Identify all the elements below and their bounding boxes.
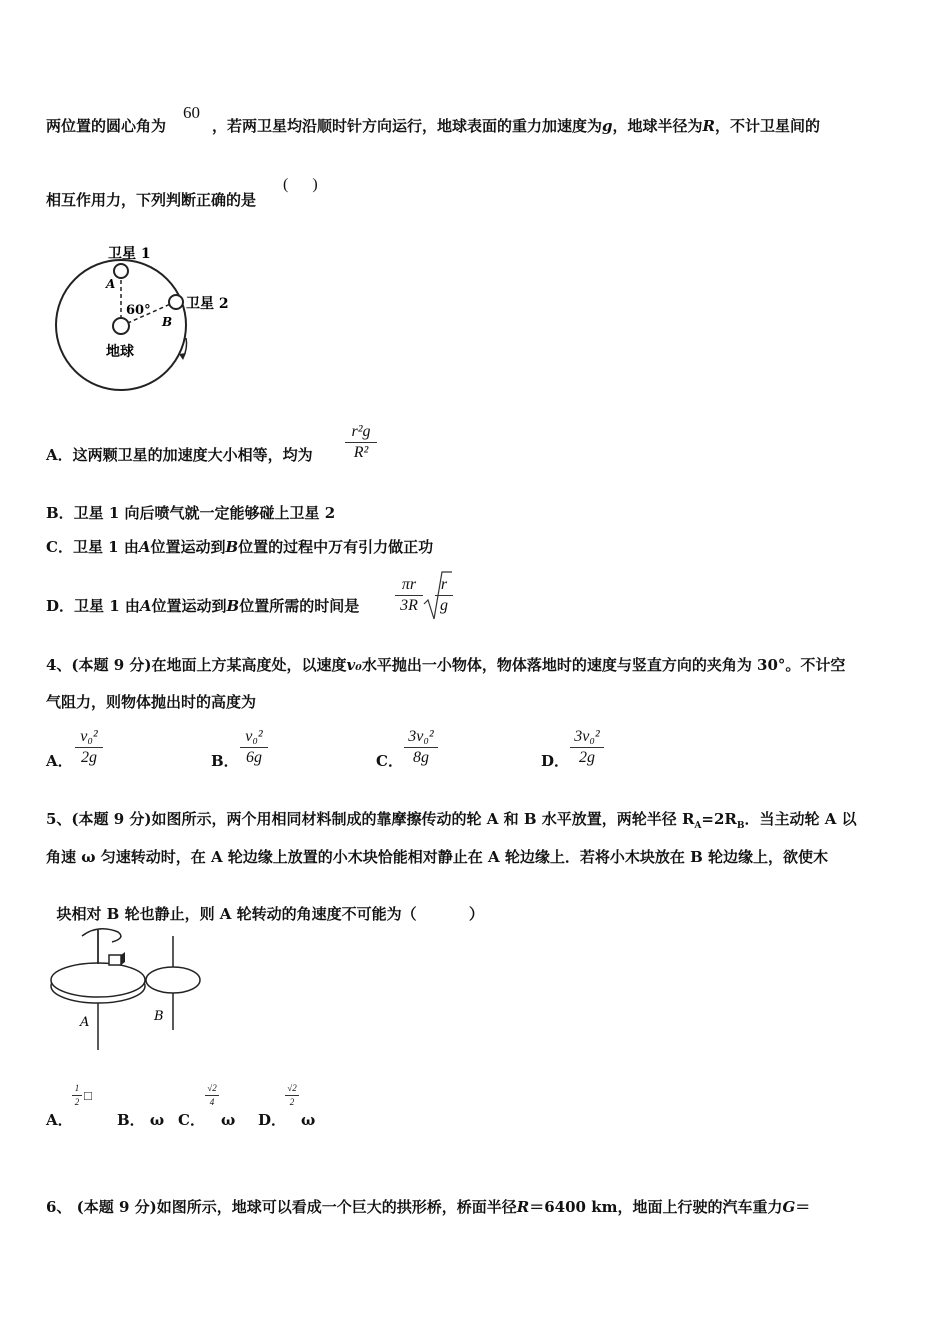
q3-option-a-den: R²	[353, 444, 369, 461]
q4-option-c-fraction	[404, 728, 438, 767]
wood-block	[109, 955, 121, 965]
q3-g: g	[602, 117, 613, 135]
fig-sat2-label: 卫星 2	[186, 296, 229, 312]
q3-option-d	[46, 596, 359, 616]
q5-option-d-fraction	[285, 1083, 299, 1108]
q4-option-b-fraction	[240, 728, 268, 767]
q3-stem-part4: ，不计卫星间的	[715, 117, 821, 135]
q5-line2	[46, 847, 828, 867]
fig-sat1-label: 卫星 1	[108, 246, 151, 262]
fraction-bar	[404, 747, 438, 748]
fraction-bar	[72, 1095, 82, 1096]
q3-stem-part2: ，若两卫星均沿顺时针方向运行，地球表面的重力加速度为	[212, 117, 603, 135]
q3-angle-value: 60	[183, 103, 200, 122]
rotation-arrow-icon	[82, 929, 121, 942]
q3-option-a-fraction	[345, 423, 377, 462]
wheel-b	[146, 967, 200, 993]
fig-b-label: B	[162, 315, 173, 329]
q3-option-a	[46, 445, 313, 465]
fraction-bar	[435, 595, 453, 596]
direction-arrowhead-icon	[179, 353, 186, 360]
q4-option-c-den: 8g	[413, 749, 429, 766]
q3-option-d-rad-den: g	[440, 597, 448, 614]
q5-option-d-den: 2	[289, 1097, 295, 1107]
q4-option-c-num: 3v₀²	[408, 728, 434, 745]
satellite-2-circle	[169, 295, 183, 309]
q4-option-a-num: v₀²	[80, 728, 98, 745]
q5-sub-a: A	[694, 821, 702, 831]
q3-option-d-radicand	[435, 576, 453, 615]
q6-post: ＝	[795, 1198, 811, 1216]
q3-option-c	[46, 537, 433, 557]
q5-line3-text: 块相对 B 轮也静止，则 A 轮转动的角速度不可能为（ ）	[56, 905, 484, 923]
q5-line1	[46, 809, 857, 836]
q5-option-d-num: √2	[287, 1083, 297, 1093]
q5-line2-text: 角速 ω 匀速转动时，在 A 轮边缘上放置的小木块恰能相对静止在 A 轮边缘上．若将小木块放在 B 轮边缘上，欲使木	[46, 848, 829, 866]
fraction-bar	[205, 1095, 219, 1096]
q5-line1-post: ．当主动轮 A 以	[744, 810, 857, 828]
q3-option-a-num: r²g	[351, 423, 371, 440]
q3-option-d-fraction	[395, 576, 423, 615]
q3-option-c-pre: C．卫星 1 由	[46, 538, 139, 556]
q3-option-d-post: 位置所需的时间是	[239, 597, 360, 615]
q3-option-c-B: B	[225, 538, 239, 556]
fraction-bar	[240, 747, 268, 748]
q3-option-c-post: 位置的过程中万有引力做正功	[238, 538, 434, 556]
q3-stem-line2-text: 相互作用力，下列判断正确的是	[46, 191, 257, 209]
fig-wheel-a-label: A	[80, 1015, 90, 1030]
q4-option-b-num: v₀²	[245, 728, 263, 745]
q3-option-b	[46, 503, 335, 523]
q4-option-d-num: 3v₀²	[574, 728, 600, 745]
q3-option-d-rad-num: r	[440, 576, 448, 593]
q3-satellite-figure	[46, 240, 246, 410]
q3-stem-part1: 两位置的圆心角为	[46, 117, 167, 135]
fraction-bar	[285, 1095, 299, 1096]
q5-option-a-den: 2	[74, 1097, 80, 1107]
q4-line1-post: 水平抛出一小物体，物体落地时的速度与竖直方向的夹角为 30°。不计空	[361, 656, 846, 674]
q4-option-a-label: A．	[46, 752, 73, 770]
q5-option-c-fraction	[205, 1083, 219, 1108]
q5-line3	[46, 884, 484, 924]
q4-line2-text: 气阻力，则物体抛出时的高度为	[46, 693, 257, 711]
q3-option-a-text: A．这两颗卫星的加速度大小相等，均为	[46, 446, 313, 464]
q4-option-c-label: C．	[376, 752, 403, 770]
q6-G: G	[782, 1198, 796, 1216]
q3-stem-part3: ，地球半径为	[612, 117, 703, 135]
earth-circle	[113, 318, 129, 334]
q4-option-a-den: 2g	[81, 749, 97, 766]
q3-option-c-A: A	[138, 538, 151, 556]
q5-wheels-figure	[46, 922, 216, 1057]
fraction-bar	[395, 595, 423, 596]
q3-option-d-pre: D．卫星 1 由	[46, 597, 140, 615]
q5-option-a-fraction	[72, 1083, 82, 1108]
q3-stem-line2	[46, 190, 256, 210]
q3-option-d-den: 3R	[400, 597, 418, 614]
fig-earth-label: 地球	[106, 344, 134, 360]
q4-option-b-label: B．	[211, 752, 239, 770]
wheel-a-top	[51, 963, 145, 997]
fig-wheel-b-label: B	[154, 1009, 164, 1024]
fig-a-label: A	[106, 277, 116, 291]
q5-option-b: B． ω	[117, 1111, 165, 1129]
q3-stem-line1	[46, 116, 820, 136]
q5-option-c-num: √2	[207, 1083, 217, 1093]
q5-sub-b: B	[736, 821, 745, 831]
q5-option-a-symbol: □	[84, 1088, 92, 1103]
q4-v0: v₀	[346, 656, 362, 674]
fraction-bar	[345, 442, 377, 443]
q4-line1	[46, 655, 845, 675]
fraction-bar	[570, 747, 604, 748]
q3-blank: ( )	[283, 176, 318, 193]
q3-option-d-A: A	[139, 597, 152, 615]
q4-option-b-den: 6g	[246, 749, 262, 766]
q5-line1-text: 5、(本题 9 分)如图所示，两个用相同材料制成的靠摩擦传动的轮 A 和 B 水平放置，两轮半径 R	[46, 810, 695, 828]
q6-line	[46, 1197, 810, 1217]
satellite-1-circle	[114, 264, 128, 278]
q3-option-c-mid: 位置运动到	[150, 538, 226, 556]
q4-option-d-fraction	[570, 728, 604, 767]
fig-angle-label: 60°	[126, 303, 151, 318]
q6-R: R	[516, 1198, 530, 1216]
q6-line-pre: 6、 (本题 9 分)如图所示，地球可以看成一个巨大的拱形桥，桥面半径	[46, 1198, 517, 1216]
q5-option-d-label: D．	[258, 1111, 287, 1129]
q3-option-d-num: πr	[401, 576, 417, 593]
q3-option-d-mid: 位置运动到	[151, 597, 227, 615]
q4-line2	[46, 692, 256, 712]
q6-mid: ＝6400 km，地面上行驶的汽车重力	[529, 1198, 783, 1216]
q3-R: R	[702, 117, 716, 135]
q4-option-d-den: 2g	[579, 749, 595, 766]
q3-option-b-text: B．卫星 1 向后喷气就一定能够碰上卫星 2	[46, 504, 336, 522]
q5-option-d-omega: ω	[301, 1111, 316, 1129]
q5-eq: =2R	[701, 810, 737, 828]
fraction-bar	[75, 747, 103, 748]
q4-option-d-label: D．	[541, 752, 570, 770]
q5-option-c-omega: ω	[221, 1111, 236, 1129]
q5-option-a-num: 1	[74, 1083, 80, 1093]
wood-block-shade	[121, 952, 125, 965]
q4-line1-pre: 4、(本题 9 分)在地面上方某高度处，以速度	[46, 656, 347, 674]
q5-option-c-den: 4	[209, 1097, 215, 1107]
q5-option-a-label: A．	[46, 1111, 73, 1129]
q4-option-a-fraction	[75, 728, 103, 767]
q5-option-c-label: C．	[178, 1111, 205, 1129]
q3-option-d-B: B	[226, 597, 240, 615]
